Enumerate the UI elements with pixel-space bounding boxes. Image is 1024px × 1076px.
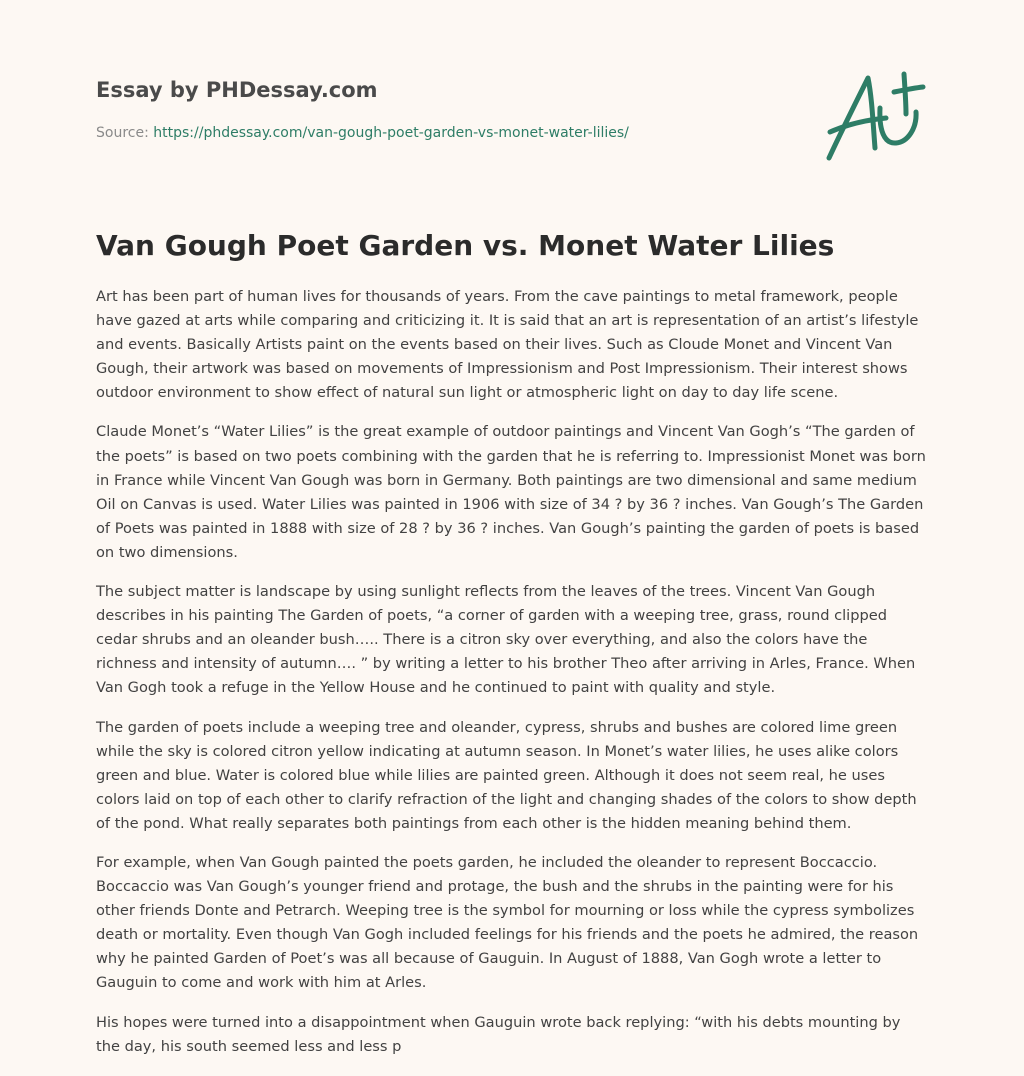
- source-line: [96, 124, 756, 142]
- essay-paragraph: His hopes were turned into a disappointment when Gauguin wrote back replying: “with his debts mounting by the day, his south seemed less and less p: [96, 1013, 901, 1055]
- essay-paragraph: The subject matter is landscape by using sunlight reflects from the leaves of the trees. Vincent Van Gough describes in his painting The Garden of poets, “a corner of garden with a weeping tree, grass, round clipped cedar shrubs and an oleander bush….. There is a citron sky over everything, and also the colors have the richness and intensity of autumn…. ” by writing a letter to his brother Theo after arriving in Arles, France. When Van Gogh took a refuge in the Yellow House and he continued to paint with quality and style.: [96, 583, 916, 697]
- site-brand: Essay by PHDessay.com: [96, 78, 378, 102]
- essay-paragraph: The garden of poets include a weeping tree and oleander, cypress, shrubs and bushes are colored lime green while the sky is colored citron yellow indicating at autumn season. In Monet’s water lilies, he uses alike colors green and blue. Water is colored blue while lilies are painted green. Although it does not seem real, he uses colors laid on top of each other to clarify refraction of the light and changing shades of the colors to show depth of the pond. What really separates both paintings from each other is the hidden meaning behind them.: [96, 718, 917, 832]
- essay-paragraph: Claude Monet’s “Water Lilies” is the great example of outdoor paintings and Vincent Van Gogh’s “The garden of the poets” is based on two poets combining with the garden that he is referring to. Impressionist Monet was born in France while Vincent Van Gough was born in Germany. Both paintings are two dimensional and same medium Oil on Canvas is used. Water Lilies was painted in 1906 with size of 34 ? by 36 ? inches. Van Gough’s The Garden of Poets was painted in 1888 with size of 28 ? by 36 ? inches. Van Gough’s painting the garden of poets is based on two dimensions.: [96, 423, 926, 561]
- a-plus-grade-icon: [822, 68, 930, 166]
- essay-body: [96, 285, 928, 1074]
- source-label: Source:: [96, 125, 149, 141]
- source-link[interactable]: https://phdessay.com/van-gough-poet-garden-vs-monet-water-lilies/: [153, 125, 629, 141]
- essay-title: Van Gough Poet Garden vs. Monet Water Lilies: [96, 229, 835, 262]
- header: [96, 76, 756, 142]
- essay-paragraph: Art has been part of human lives for thousands of years. From the cave paintings to metal framework, people have gazed at arts while comparing and criticizing it. It is said that an art is representation of an artist’s lifestyle and events. Basically Artists paint on the events based on their lives. Such as Cloude Monet and Vincent Van Gough, their artwork was based on movements of Impressionism and Post Impressionism. Their interest shows outdoor environment to show effect of natural sun light or atmospheric light on day to day life scene.: [96, 288, 919, 402]
- essay-paragraph: For example, when Van Gough painted the poets garden, he included the oleander to represent Boccaccio. Boccaccio was Van Gough’s younger friend and protage, the bush and the shrubs in the painting were for his other friends Donte and Petrarch. Weeping tree is the symbol for mourning or loss while the cypress symbolizes death or mortality. Even though Van Gogh included feelings for his friends and the poets he admired, the reason why he painted Garden of Poet’s was all because of Gauguin. In August of 1888, Van Gogh wrote a letter to Gauguin to come and work with him at Arles.: [96, 853, 919, 992]
